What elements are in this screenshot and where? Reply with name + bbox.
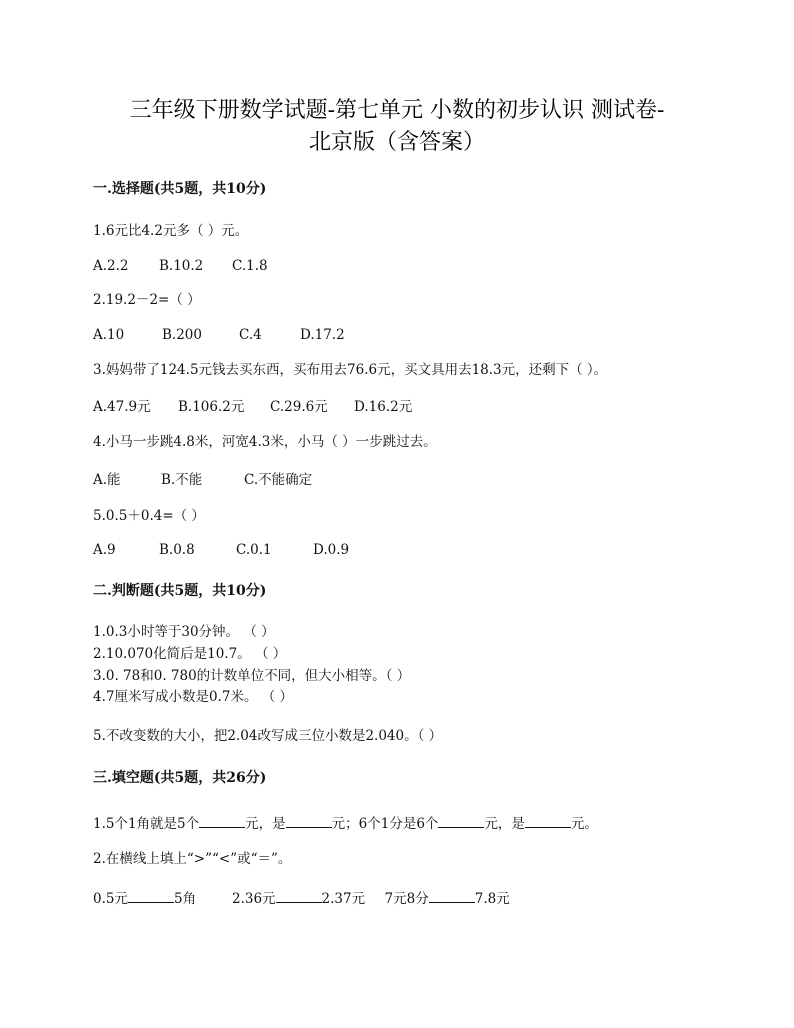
option-c: C.29.6元: [270, 399, 328, 415]
fill-question-1-text-1: 1.5个1角就是5个: [93, 816, 200, 832]
choice-question-1: 1.6元比4.2元多（ ）元。: [93, 223, 249, 239]
option-d: D.16.2元: [354, 399, 413, 415]
compare-right-3: 7.8元: [474, 891, 510, 907]
fill-question-2-items: [93, 888, 510, 908]
option-c: C.4: [239, 327, 262, 343]
section-heading-judge: 二.判断题(共5题，共10分): [93, 583, 267, 599]
choice-question-2: 2.19.2－2=（ ）: [93, 292, 201, 308]
fill-question-2: 2.在横线上填上“>”“<”或“＝”。: [93, 851, 292, 867]
compare-right-1: 5角: [173, 891, 197, 907]
judge-question-4: 4.7厘米写成小数是0.7米。 （ ）: [93, 689, 294, 705]
option-c: C.0.1: [236, 542, 272, 558]
option-a: A.10: [93, 327, 125, 343]
fill-question-1-text-5: 元。: [570, 816, 598, 832]
option-b: B.106.2元: [178, 399, 245, 415]
option-a: A.能: [93, 472, 121, 488]
compare-left-1: 0.5元: [93, 891, 128, 907]
choice-question-4-options: [93, 471, 312, 489]
compare-blank-1[interactable]: [128, 888, 174, 903]
section-heading-choice: 一.选择题(共5题，共10分): [93, 181, 267, 197]
choice-question-3-options: [93, 398, 412, 416]
judge-question-1: 1.0.3小时等于30分钟。 （ ）: [93, 624, 275, 640]
answer-blank[interactable]: [525, 813, 571, 828]
option-d: D.0.9: [313, 542, 350, 558]
option-b: B.10.2: [159, 258, 204, 274]
answer-blank[interactable]: [199, 813, 245, 828]
option-a: A.2.2: [93, 258, 129, 274]
option-a: A.9: [93, 542, 116, 558]
choice-question-1-options: [93, 257, 268, 275]
option-c: C.不能确定: [244, 472, 313, 488]
judge-question-3: 3.0. 78和0. 780的计数单位不同，但大小相等。（ ）: [93, 668, 411, 684]
compare-left-3: 7元8分: [384, 891, 429, 907]
choice-question-5-options: [93, 541, 349, 559]
worksheet-title-line-2: 北京版（含答案）: [308, 130, 485, 155]
fill-question-1: [93, 813, 598, 833]
fill-question-1-text-2: 元，是: [245, 816, 286, 832]
worksheet-title-line-1: 三年级下册数学试题-第七单元 小数的初步认识 测试卷-: [129, 98, 665, 123]
judge-question-2: 2.10.070化简后是10.7。 （ ）: [93, 646, 287, 662]
judge-question-5: 5.不改变数的大小，把2.04改写成三位小数是2.040。（ ）: [93, 728, 443, 744]
answer-blank[interactable]: [438, 813, 484, 828]
section-heading-fill: 三.填空题(共5题，共26分): [93, 770, 267, 786]
answer-blank[interactable]: [286, 813, 332, 828]
option-d: D.17.2: [300, 327, 345, 343]
fill-question-1-text-4: 元，是: [484, 816, 525, 832]
compare-blank-2[interactable]: [276, 888, 322, 903]
fill-question-1-text-3: 元；6个1分是6个: [331, 816, 439, 832]
option-c: C.1.8: [232, 258, 268, 274]
option-b: B.不能: [161, 472, 203, 488]
compare-left-2: 2.36元: [231, 891, 276, 907]
option-b: B.200: [162, 327, 202, 343]
choice-question-4: 4.小马一步跳4.8米，河宽4.3米，小马（ ）一步跳过去。: [93, 434, 437, 450]
choice-question-2-options: [93, 326, 345, 344]
choice-question-3: 3.妈妈带了124.5元钱去买东西，买布用去76.6元，买文具用去18.3元，还剩下（ ）。: [93, 362, 608, 378]
compare-right-2: 2.37元: [321, 891, 366, 907]
option-a: A.47.9元: [93, 399, 151, 415]
option-b: B.0.8: [159, 542, 195, 558]
choice-question-5: 5.0.5＋0.4=（ ）: [93, 508, 205, 524]
compare-blank-3[interactable]: [429, 888, 475, 903]
